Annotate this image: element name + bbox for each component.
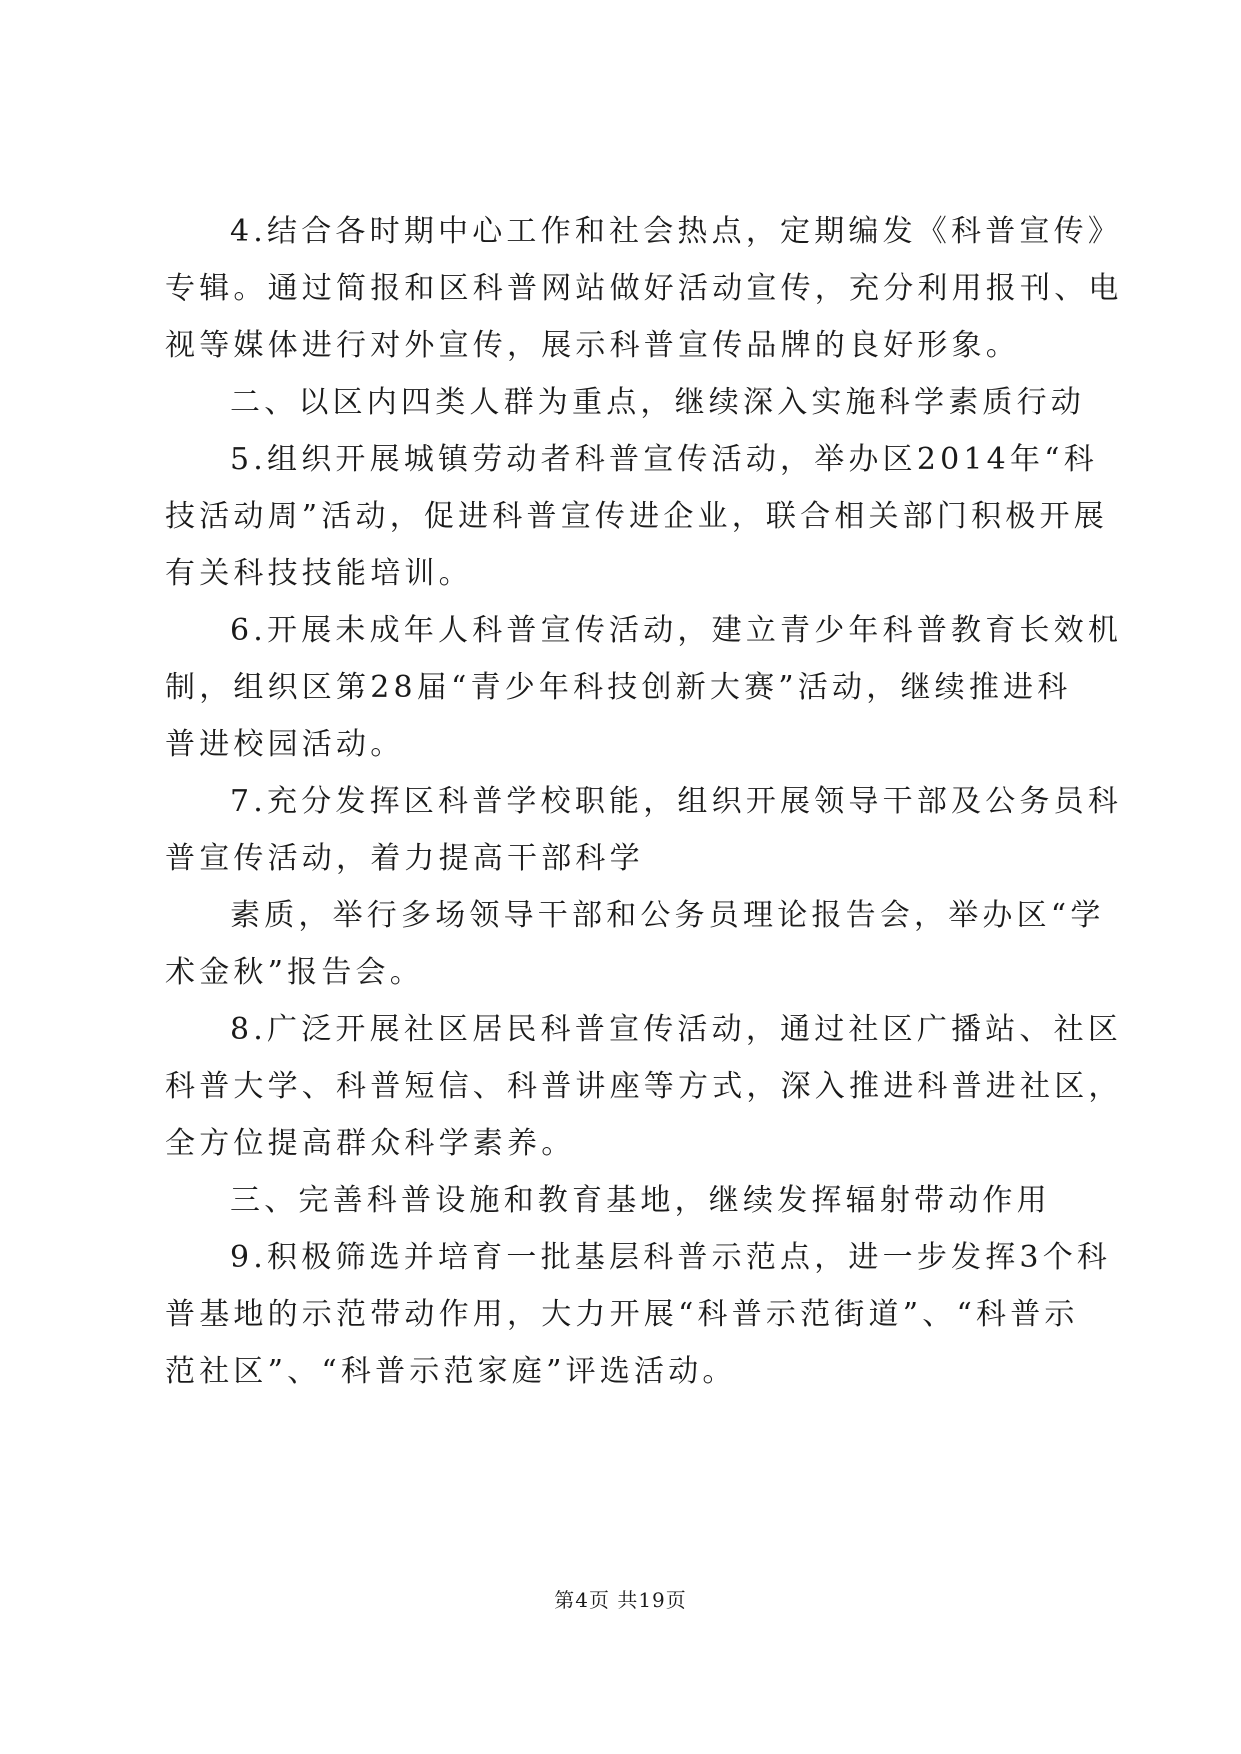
section-heading: 三、完善科普设施和教育基地，继续发挥辐射带动作用	[230, 1183, 1051, 1218]
paragraph-line: 普基地的示范带动作用，大力开展“科普示范街道”、“科普示	[165, 1297, 1079, 1332]
paragraph-line: 全方位提高群众科学素养。	[165, 1126, 576, 1161]
paragraph-line: 科普大学、科普短信、科普讲座等方式，深入推进科普进社区，	[165, 1069, 1123, 1104]
paragraph-line: 专辑。通过简报和区科普网站做好活动宣传，充分利用报刊、电	[165, 271, 1123, 306]
page-number-footer: 第4页 共19页	[554, 1588, 687, 1612]
paragraph-line: 9.积极筛选并培育一批基层科普示范点，进一步发挥3个科	[230, 1240, 1112, 1275]
paragraph-line: 有关科技技能培训。	[165, 556, 473, 591]
paragraph-line: 制，组织区第28届“青少年科技创新大赛”活动，继续推进科	[165, 670, 1072, 705]
paragraph-line: 普宣传活动，着力提高干部科学	[165, 841, 644, 876]
paragraph-line: 范社区”、“科普示范家庭”评选活动。	[165, 1354, 737, 1389]
section-heading: 二、以区内四类人群为重点，继续深入实施科学素质行动	[230, 385, 1085, 420]
paragraph-line: 6.开展未成年人科普宣传活动，建立青少年科普教育长效机	[230, 613, 1123, 648]
paragraph-line: 7.充分发挥区科普学校职能，组织开展领导干部及公务员科	[230, 784, 1123, 819]
paragraph-line: 8.广泛开展社区居民科普宣传活动，通过社区广播站、社区	[230, 1012, 1123, 1047]
paragraph-line: 视等媒体进行对外宣传，展示科普宣传品牌的良好形象。	[165, 328, 1020, 363]
paragraph-line: 术金秋”报告会。	[165, 955, 424, 990]
paragraph-line: 技活动周”活动，促进科普宣传进企业，联合相关部门积极开展	[165, 499, 1108, 534]
paragraph-line: 普进校园活动。	[165, 727, 405, 762]
paragraph-line: 素质，举行多场领导干部和公务员理论报告会，举办区“学	[230, 898, 1105, 933]
paragraph-line: 5.组织开展城镇劳动者科普宣传活动，举办区2014年“科	[230, 442, 1098, 477]
paragraph-line: 4.结合各时期中心工作和社会热点，定期编发《科普宣传》	[230, 214, 1123, 249]
